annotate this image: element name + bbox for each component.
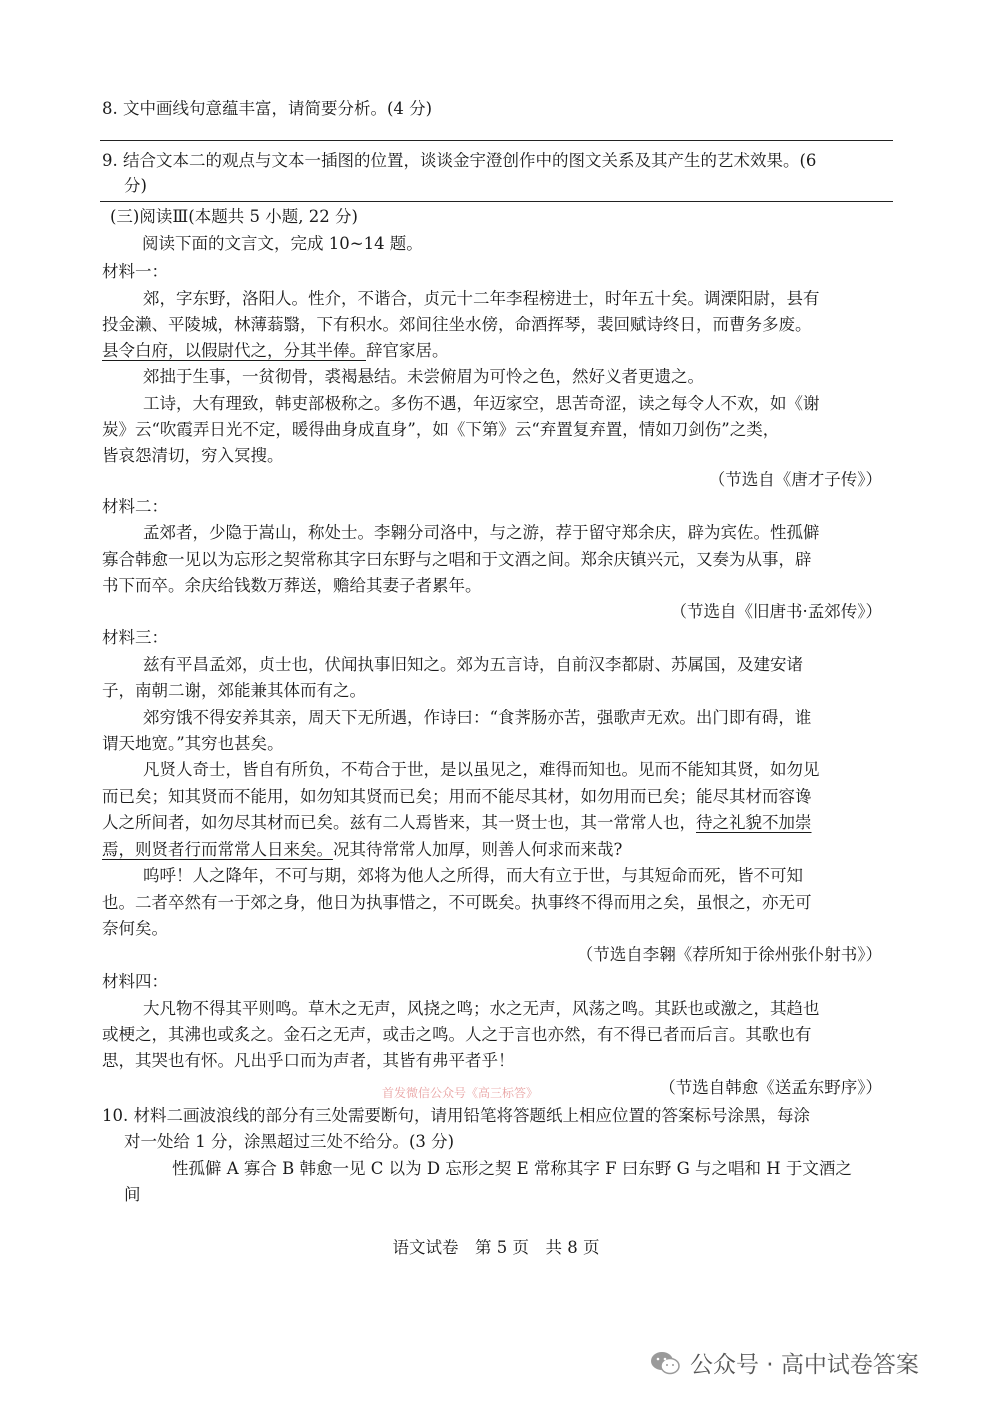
m3-para2-line: 谓天地宽。”其穷也甚矣。 <box>102 734 284 753</box>
question-10-options: 性孤僻 A 寡合 B 韩愈一见 C 以为 D 忘形之契 E 常称其字 F 曰东野 G 与之唱和 H 于文酒之 <box>172 1159 852 1178</box>
material-4-label: 材料四： <box>102 972 168 991</box>
material-3-label: 材料三： <box>102 628 168 647</box>
m1-para3-line: 炭》云“吹霞弄日光不定，暖得曲身成直身”，如《下第》云“弃置复弃置，情如刀剑伤”之类， <box>102 420 780 439</box>
brand-text: 公众号 · 高中试卷答案 <box>690 1352 919 1378</box>
m3-para2-line: 郊穷饿不得安养其亲，周天下无所遇，作诗曰：“食荠肠亦苦，强歌声无欢。出门即有碍，谁 <box>143 708 812 727</box>
m1-para1-line: 郊，字东野，洛阳人。性介，不谐合，贞元十二年李程榜进士，时年五十矣。调溧阳尉，县有 <box>143 289 820 308</box>
m1-para3-line: 皆哀怨清切，穷入冥搜。 <box>102 446 284 465</box>
m3-para1-line: 子，南朝二谢，郊能兼其体而有之。 <box>102 681 366 700</box>
question-8: 8. 文中画线句意蕴丰富，请简要分析。(4 分) <box>102 99 433 118</box>
m1-source: （节选自《唐才子传》） <box>708 470 882 489</box>
m4-line: 大凡物不得其平则鸣。草木之无声，风挠之鸣；水之无声，风荡之鸣。其跃也或激之，其趋也 <box>143 999 820 1018</box>
m4-source: （节选自韩愈《送孟东野序》） <box>659 1078 882 1097</box>
material-2-label: 材料二： <box>102 497 168 516</box>
m3-para4-line: 呜呼！人之降年，不可与期，郊将为他人之所得，而大有立于世，与其短命而死，皆不可知 <box>143 866 803 885</box>
text-run: 况其待常常人加厚，则善人何求而来哉? <box>333 840 623 859</box>
underlined-sentence: 待之礼貌不加崇 <box>696 813 812 832</box>
m2-line: 孟郊者，少隐于嵩山，称处士。李翱分司洛中，与之游，荐于留守郑余庆，辟为宾佐。性孤僻 <box>143 523 820 542</box>
m3-para4-line: 也。二者卒然有一于郊之身，他日为执事惜之，不可既矣。执事终不得而用之矣，虽恨之，亦无可 <box>102 893 812 912</box>
m2-line: 书下而卒。余庆给钱数万葬送，赡给其妻子者累年。 <box>102 576 482 595</box>
underlined-sentence: 县令白府，以假尉代之，分其半俸。 <box>102 341 366 360</box>
question-10-line: 10. 材料二画波浪线的部分有三处需要断句，请用铅笔将答题纸上相应位置的答案标号涂黑，每涂 <box>102 1106 810 1125</box>
m1-para1-line: 投金濑、平陵城，林薄蓊翳，下有积水。郊间往坐水傍，命酒挥琴，裴回赋诗终日，而曹务多废。 <box>102 315 812 334</box>
m3-para3-line <box>102 838 622 862</box>
m1-para3-line: 工诗，大有理致，韩吏部极称之。多伤不遇，年迈家空，思苦奇涩，读之每令人不欢，如《谢 <box>143 394 820 413</box>
m2-source: （节选自《旧唐书·孟郊传》） <box>670 602 882 621</box>
text-run: 辞官家居。 <box>366 341 449 360</box>
page-footer: 语文试卷 第 5 页 共 8 页 <box>392 1238 600 1257</box>
m3-para1-line: 兹有平昌孟郊，贞士也，伏闻执事旧知之。郊为五言诗，自前汉李都尉、苏属国，及建安诸 <box>143 655 803 674</box>
question-10-options: 间 <box>124 1185 141 1204</box>
material-1-label: 材料一： <box>102 262 168 281</box>
watermark: 首发微信公众号《高三标答》 <box>382 1086 539 1100</box>
m1-para1-line <box>102 339 449 363</box>
section-instruction: 阅读下面的文言文，完成 10~14 题。 <box>142 234 423 253</box>
text-run: 人之所间者，如勿尽其材而已矣。兹有二人焉皆来，其一贤士也，其一常常人也， <box>102 813 696 832</box>
brand-watermark <box>650 1346 919 1379</box>
question-10-line: 对一处给 1 分，涂黑超过三处不给分。(3 分) <box>124 1132 455 1151</box>
m3-source: （节选自李翱《荐所知于徐州张仆射书》） <box>576 945 882 964</box>
underlined-sentence: 焉，则贤者行而常常人日来矣。 <box>102 840 333 859</box>
m3-para3-line: 而已矣；知其贤而不能用，如勿知其贤而已矣；用而不能尽其材，如勿用而已矣；能尽其材而容谗 <box>102 787 812 806</box>
m3-para3-line <box>102 811 812 835</box>
m4-line: 思，其哭也有怀。凡出乎口而为声者，其皆有弗平者乎！ <box>102 1051 515 1070</box>
wechat-icon <box>650 1350 680 1376</box>
m3-para3-line: 凡贤人奇士，皆自有所负，不苟合于世，是以虽见之，难得而知也。见而不能知其贤，如勿见 <box>143 760 820 779</box>
answer-divider <box>100 140 893 141</box>
m3-para4-line: 奈何矣。 <box>102 919 168 938</box>
question-9-line1: 9. 结合文本二的观点与文本一插图的位置，谈谈金宇澄创作中的图文关系及其产生的艺术效果。(6 <box>102 151 817 170</box>
question-9-line2: 分) <box>124 176 147 195</box>
m2-wavy-line: 寡合韩愈一见以为忘形之契常称其字曰东野与之唱和于文酒之间。郑余庆镇兴元，又奏为从事，辟 <box>102 550 812 569</box>
section-heading: (三)阅读Ⅲ(本题共 5 小题, 22 分) <box>110 207 358 226</box>
m4-line: 或梗之，其沸也或炙之。金石之无声，或击之鸣。人之于言也亦然，有不得已者而后言。其歌也有 <box>102 1025 812 1044</box>
answer-divider <box>100 201 893 202</box>
m1-para2: 郊拙于生事，一贫彻骨，裘褐悬结。未尝俯眉为可怜之色，然好义者更遗之。 <box>143 367 704 386</box>
